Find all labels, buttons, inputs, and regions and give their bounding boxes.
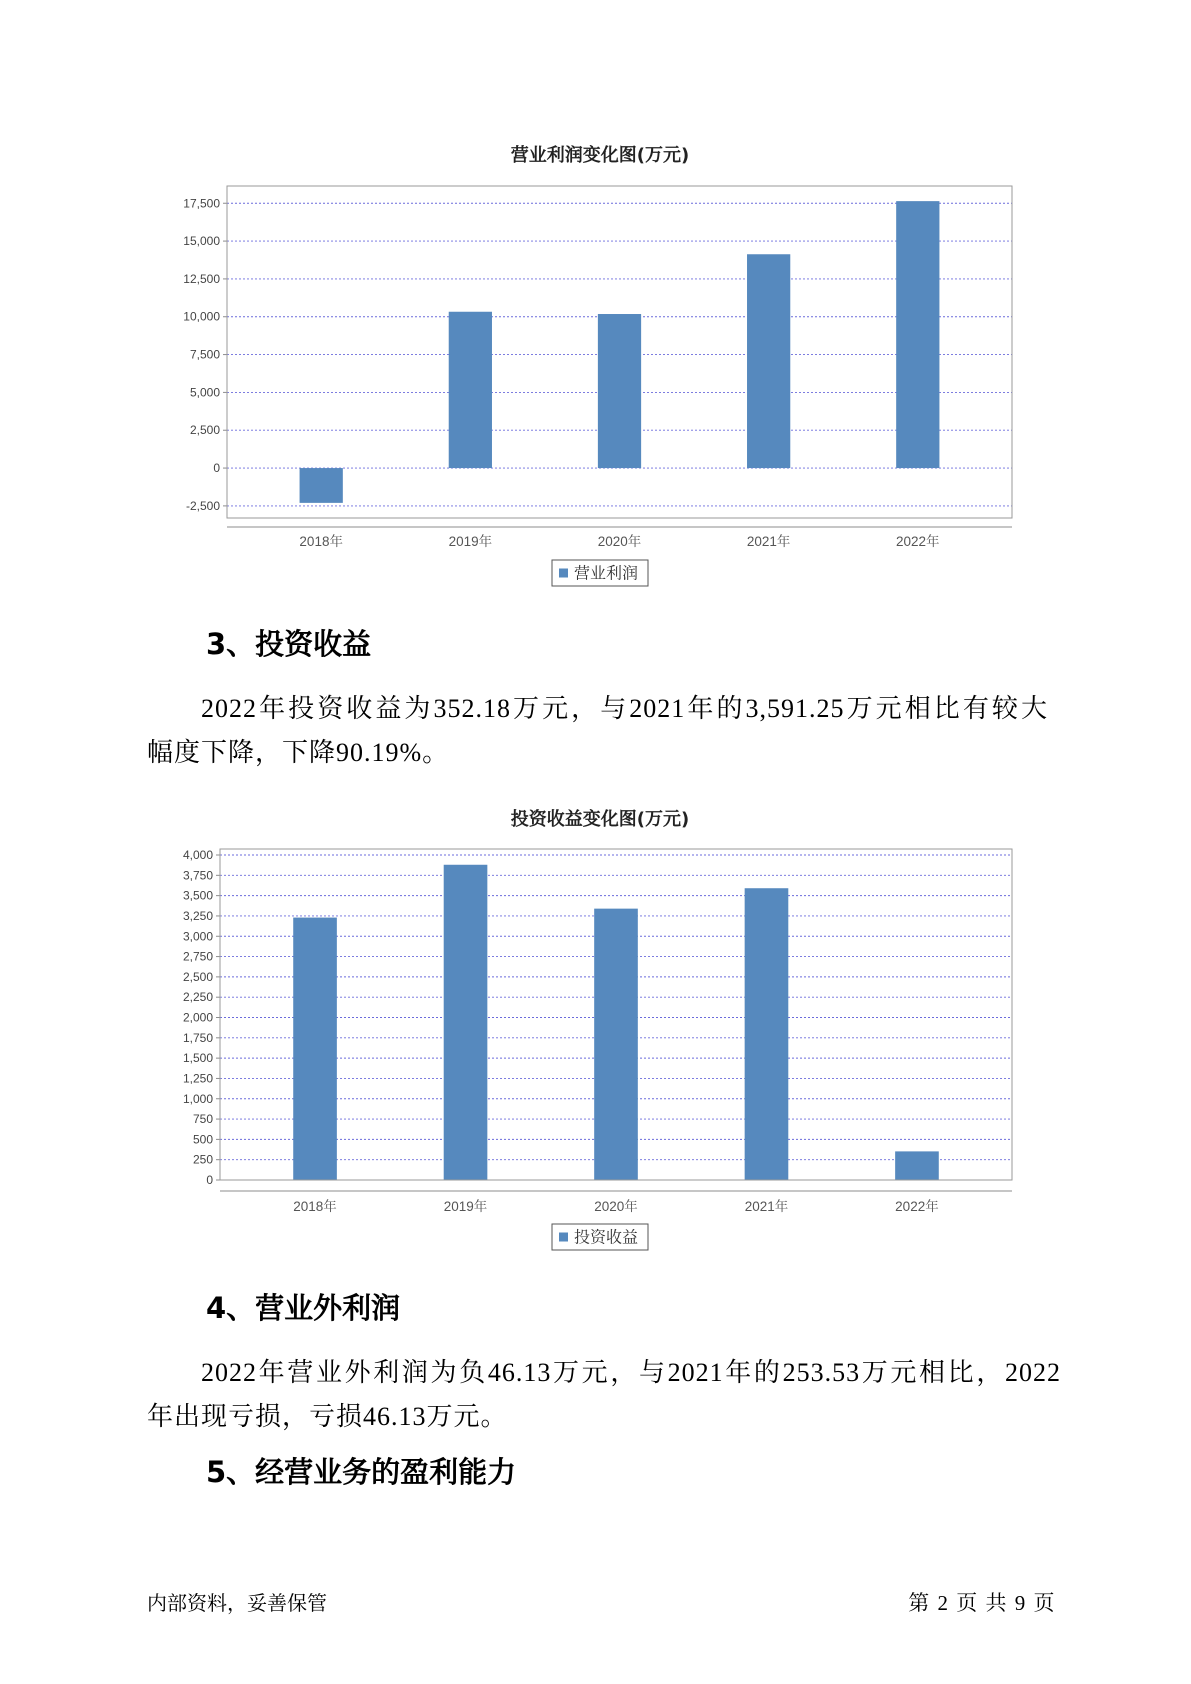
y-tick-label: 5,000 [189, 385, 220, 400]
section-heading-investment-income: 3、投资收益 [206, 627, 372, 661]
y-tick-label: 17,500 [183, 196, 220, 211]
y-tick-label: 12,500 [183, 271, 220, 286]
y-tick-label: 3,000 [182, 929, 213, 944]
paragraph-line: 2022年投资收益为352.18万元，与2021年的3,591.25万元相比有较大 [201, 694, 1048, 723]
x-tick-label: 2018年 [293, 1199, 337, 1214]
y-tick-label: 1,250 [182, 1071, 213, 1086]
bar-2020 [594, 909, 638, 1180]
legend-label: 投资收益 [574, 1229, 639, 1247]
footer-page-number: 第 2 页 共 9 页 [908, 1591, 1056, 1615]
chart-title: 营业利润变化图(万元) [510, 145, 690, 166]
x-tick-label: 2019年 [443, 1199, 488, 1214]
y-tick-label: 250 [192, 1152, 213, 1167]
y-tick-label: 7,500 [189, 347, 220, 362]
section-heading-non-operating-profit: 4、营业外利润 [206, 1291, 401, 1325]
x-tick-label: 2021年 [744, 1199, 789, 1214]
y-tick-label: 0 [213, 461, 220, 476]
y-tick-label: 1,500 [182, 1051, 213, 1066]
y-tick-label: 2,750 [182, 949, 213, 964]
legend-swatch [559, 1233, 568, 1242]
bar-2018 [300, 468, 343, 503]
paragraph-line: 幅度下降，下降90.19%。 [147, 738, 450, 767]
y-tick-label: 4,000 [182, 848, 213, 863]
y-tick-label: 2,500 [182, 969, 213, 984]
paragraph-non-operating-profit [147, 1351, 1061, 1439]
legend-swatch [559, 569, 568, 578]
bar-2020 [598, 314, 641, 468]
x-tick-label: 2019年 [448, 534, 493, 549]
bar-2018 [293, 918, 337, 1180]
bar-2022 [895, 1151, 939, 1180]
y-tick-label: 3,250 [182, 908, 213, 923]
x-tick-label: 2022年 [896, 534, 940, 549]
x-tick-label: 2022年 [895, 1199, 939, 1214]
y-tick-label: 2,250 [182, 990, 213, 1005]
y-tick-label: 15,000 [183, 234, 220, 249]
bar-2019 [449, 312, 492, 468]
y-tick-label: 500 [192, 1132, 213, 1147]
footer-confidential-note: 内部资料，妥善保管 [147, 1591, 327, 1615]
y-tick-label: 1,750 [182, 1030, 213, 1045]
section-heading-business-profitability: 5、经营业务的盈利能力 [206, 1455, 517, 1489]
bar-2021 [747, 254, 790, 468]
bar-2022 [896, 201, 939, 468]
x-tick-label: 2020年 [597, 534, 642, 549]
legend [552, 1224, 648, 1250]
legend [552, 560, 648, 586]
x-tick-label: 2018年 [299, 534, 343, 549]
y-tick-label: 3,750 [182, 868, 213, 883]
paragraph-line: 年出现亏损，亏损46.13万元。 [147, 1402, 508, 1431]
y-tick-label: -2,500 [185, 498, 220, 513]
x-tick-label: 2020年 [594, 1199, 638, 1214]
y-tick-label: 1,000 [182, 1091, 213, 1106]
y-tick-label: 2,500 [189, 423, 220, 438]
chart-title: 投资收益变化图(万元) [510, 809, 690, 830]
bar-2019 [444, 865, 488, 1180]
operating-profit-chart [0, 125, 1191, 595]
bar-2021 [745, 888, 789, 1180]
y-tick-label: 10,000 [183, 309, 220, 324]
y-tick-label: 0 [206, 1173, 213, 1187]
investment-income-chart [0, 790, 1191, 1260]
paragraph-investment-income [147, 687, 1048, 775]
y-tick-label: 750 [192, 1112, 213, 1127]
legend-label: 营业利润 [574, 565, 639, 583]
y-tick-label: 2,000 [182, 1010, 213, 1025]
paragraph-line: 2022年营业外利润为负46.13万元，与2021年的253.53万元相比，2022 [201, 1358, 1061, 1387]
y-tick-label: 3,500 [182, 888, 213, 903]
x-tick-label: 2021年 [746, 534, 791, 549]
